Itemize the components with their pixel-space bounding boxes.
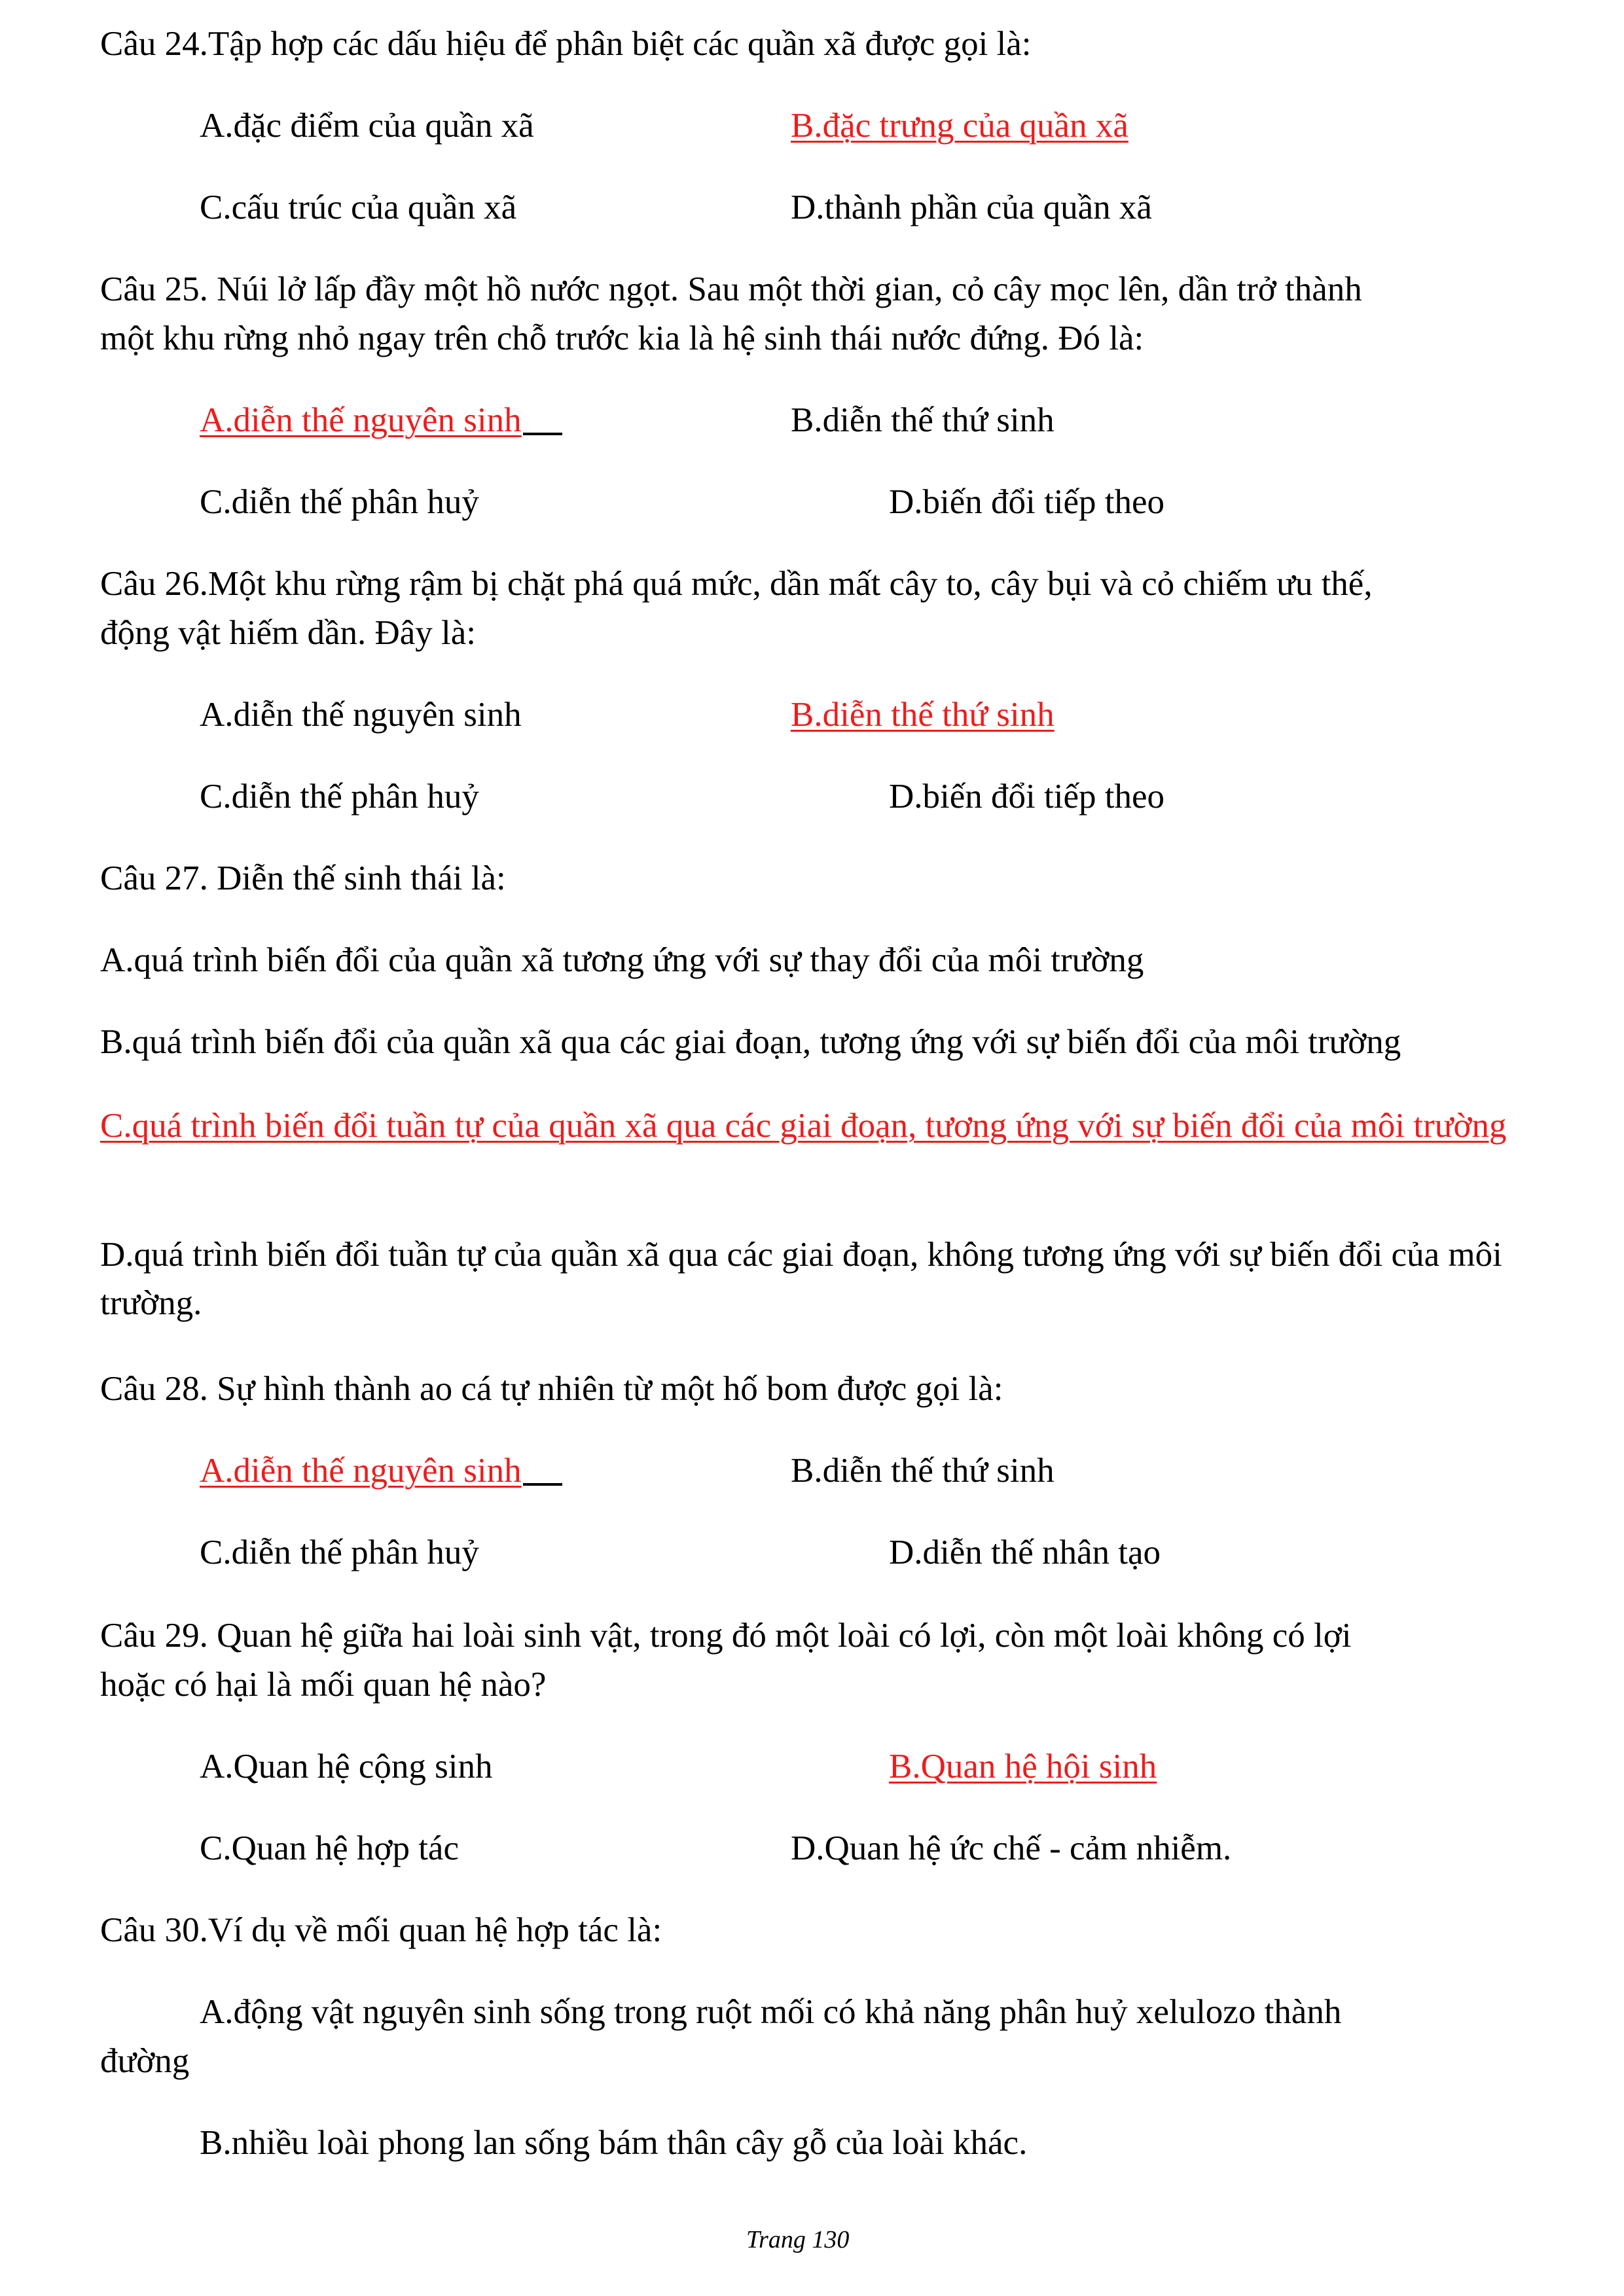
question-26-option-a: A.diễn thế nguyên sinh [200, 696, 522, 734]
question-25-option-c: C.diễn thế phân huỷ [200, 483, 479, 521]
question-25-stem-line2: một khu rừng nhỏ ngay trên chỗ trước kia là hệ sinh thái nước đứng. Đó là: [100, 319, 1144, 357]
question-25-option-a-correct: A.diễn thế nguyên sinh [200, 401, 522, 439]
question-28-stem: Câu 28. Sự hình thành ao cá tự nhiên từ một hố bom được gọi là: [100, 1370, 1003, 1408]
question-29-option-b-correct: B.Quan hệ hội sinh [889, 1748, 1157, 1785]
answer-blank-line [523, 433, 562, 435]
question-29-stem-line1: Câu 29. Quan hệ giữa hai loài sinh vật, trong đó một loài có lợi, còn một loài không có lợi [100, 1617, 1352, 1655]
question-25-stem-line1: Câu 25. Núi lở lấp đầy một hồ nước ngọt. Sau một thời gian, cỏ cây mọc lên, dần trở thành [100, 270, 1362, 308]
question-30-stem: Câu 30.Ví dụ về mối quan hệ hợp tác là: [100, 1911, 662, 1949]
question-27-option-c-correct: C.quá trình biến đổi tuần tự của quần xã qua các giai đoạn, tương ứng với sự biến đổi của môi trường [100, 1107, 1507, 1145]
question-27-option-b: B.quá trình biến đổi của quần xã qua các giai đoạn, tương ứng với sự biến đổi của môi trường [100, 1023, 1401, 1061]
question-24-option-d: D.thành phần của quần xã [791, 188, 1152, 226]
question-29-stem-line2: hoặc có hại là mối quan hệ nào? [100, 1666, 547, 1704]
answer-blank-line [523, 1483, 562, 1486]
question-24-stem: Câu 24.Tập hợp các dấu hiệu để phân biệt các quần xã được gọi là: [100, 25, 1032, 63]
question-27-option-d: D.quá trình biến đổi tuần tự của quần xã qua các giai đoạn, không tương ứng với sự biến đổi của môi trường. [100, 1236, 1502, 1322]
question-26-stem-line2: động vật hiếm dần. Đây là: [100, 614, 477, 652]
question-24-option-c: C.cấu trúc của quần xã [200, 188, 517, 226]
question-26-option-b-correct: B.diễn thế thứ sinh [791, 696, 1055, 734]
question-29-option-c: C.Quan hệ hợp tác [200, 1829, 459, 1867]
question-30-option-a-line1: A.động vật nguyên sinh sống trong ruột mối có khả năng phân huỷ xelulozo thành [200, 1993, 1342, 2031]
question-28-option-a-row [200, 1446, 562, 1495]
question-25-option-a-row [200, 396, 562, 444]
question-25-option-b: B.diễn thế thứ sinh [791, 401, 1055, 439]
question-25-option-d: D.biến đổi tiếp theo [889, 483, 1164, 521]
question-28-option-b: B.diễn thế thứ sinh [791, 1452, 1055, 1490]
page-number: Trang 130 [746, 2226, 850, 2253]
question-26-stem-line1: Câu 26.Một khu rừng rậm bị chặt phá quá mức, dần mất cây to, cây bụi và cỏ chiếm ưu thế, [100, 565, 1373, 603]
question-28-option-c: C.diễn thế phân huỷ [200, 1534, 479, 1571]
question-24-option-b-correct: B.đặc trưng của quần xã [791, 107, 1128, 145]
question-28-option-a-correct: A.diễn thế nguyên sinh [200, 1452, 522, 1490]
question-27-option-a: A.quá trình biến đổi của quần xã tương ứng với sự thay đổi của môi trường [100, 941, 1144, 979]
question-26-option-d: D.biến đổi tiếp theo [889, 778, 1164, 816]
question-26-option-c: C.diễn thế phân huỷ [200, 778, 479, 816]
question-28-option-d: D.diễn thế nhân tạo [889, 1534, 1161, 1571]
question-27-stem: Câu 27. Diễn thế sinh thái là: [100, 859, 506, 897]
question-29-option-a: A.Quan hệ cộng sinh [200, 1748, 493, 1785]
question-29-option-d: D.Quan hệ ức chế - cảm nhiễm. [791, 1829, 1232, 1867]
question-30-option-a-line2: đường [100, 2042, 190, 2080]
question-24-option-a: A.đặc điểm của quần xã [200, 107, 534, 145]
question-30-option-b: B.nhiều loài phong lan sống bám thân cây gỗ của loài khác. [200, 2124, 1028, 2162]
